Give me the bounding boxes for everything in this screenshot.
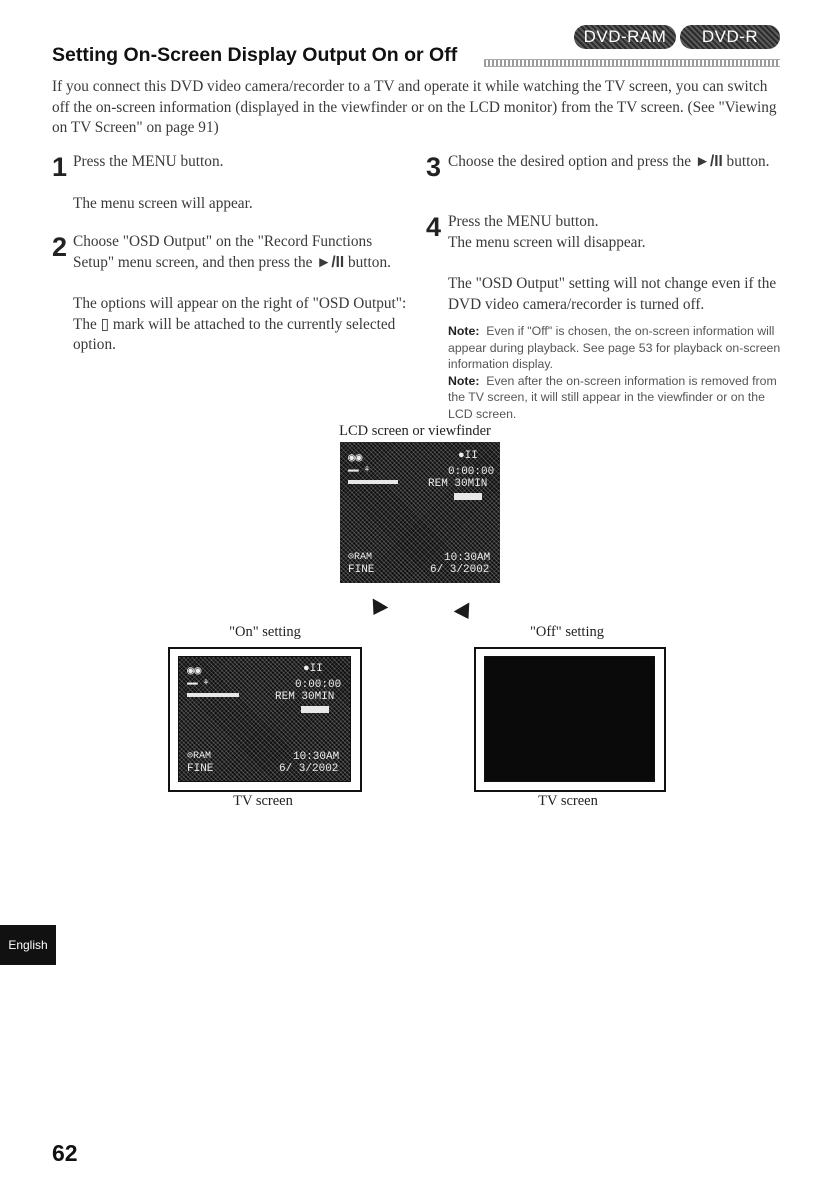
osd-quality: FINE: [187, 763, 214, 775]
osd-date: 6/ 3/2002: [279, 763, 339, 775]
osd-clock: 10:30AM: [444, 552, 491, 564]
page-number: 62: [52, 1140, 78, 1166]
step-4: [426, 212, 782, 315]
zoom-bar: [348, 480, 398, 484]
step-text: Choose the desired option and press the ►/II button.: [448, 153, 770, 170]
step-number: 1: [52, 152, 68, 182]
step-1: [52, 152, 407, 214]
rec-indicator: ●II: [458, 450, 478, 462]
osd-date: 6/ 3/2002: [430, 564, 490, 576]
notes-block: [448, 323, 782, 422]
step-number: 3: [426, 152, 442, 182]
title-dotted-rule: [484, 59, 780, 67]
osd-clock: 10:30AM: [293, 751, 340, 763]
osd-quality: FINE: [348, 564, 375, 576]
step-subtext: The menu screen will disappear.: [448, 233, 646, 251]
play-pause-key: ►/II: [694, 153, 723, 170]
note-1: Note: Even if "Off" is chosen, the on-screen information will appear during playback. See page 53 for playback on-screen information display.: [448, 324, 781, 371]
step-3: [426, 152, 782, 182]
play-pause-key: ►/II: [316, 253, 345, 271]
camera-icon: ◉◉: [187, 664, 202, 678]
step-number: 2: [52, 232, 68, 262]
tv-screen-off: [474, 647, 666, 792]
rec-indicator: ●II: [303, 663, 323, 675]
battery-icon: ▬▬ ⚘: [348, 465, 370, 475]
osd-rem: REM 30MIN: [428, 478, 488, 490]
arrow-to-on-icon: [366, 598, 389, 619]
step-text: Press the MENU button.: [448, 213, 599, 230]
tv-screen-label-right: TV screen: [538, 793, 598, 809]
arrow-to-off-icon: [454, 602, 477, 623]
lcd-caption: LCD screen or viewfinder: [339, 423, 491, 439]
osd-disc: ⊙RAM: [348, 552, 373, 563]
zoom-bar: [187, 693, 239, 697]
osd-time: 0:00:00: [295, 679, 342, 691]
off-setting-label: "Off" setting: [530, 624, 604, 640]
level-bar: [301, 706, 329, 713]
osd-time: 0:00:00: [448, 466, 495, 478]
osd-disc: ⊙RAM: [187, 751, 212, 762]
intro-paragraph: If you connect this DVD video camera/recorder to a TV and operate it while watching the TV screen, you can switch off the on-screen information (displayed in the viewfinder or on the LCD monitor) from the TV screen. (See "Viewing on TV Screen" on page 91): [52, 78, 777, 136]
dvd-r-badge: DVD-R: [680, 25, 780, 49]
tv-screen-on-display: [178, 656, 351, 782]
tv-screen-off-display: [484, 656, 655, 782]
tv-screen-on: [168, 647, 362, 792]
note-2: Note: Even after the on-screen information is removed from the TV screen, it will still appear in the viewfinder or on the LCD screen.: [448, 373, 777, 421]
battery-icon: ▬▬ ⚘: [187, 678, 209, 688]
osd-rem: REM 30MIN: [275, 691, 335, 703]
step-subtext-2: The "OSD Output" setting will not change even if the DVD video camera/recorder is turned off.: [448, 275, 777, 313]
language-tab: English: [0, 925, 56, 965]
level-bar: [454, 493, 482, 500]
step-subtext: The menu screen will appear.: [73, 194, 253, 212]
page-title: Setting On-Screen Display Output On or Off: [52, 44, 458, 66]
on-setting-label: "On" setting: [229, 624, 301, 640]
camera-icon: ◉◉: [348, 451, 363, 465]
dvd-ram-badge: DVD-RAM: [574, 25, 676, 49]
step-text: Press the MENU button.: [73, 153, 224, 170]
tv-screen-label-left: TV screen: [233, 793, 293, 809]
lcd-screen: [340, 442, 500, 583]
step-number: 4: [426, 212, 442, 242]
step-2: [52, 232, 407, 356]
step-subtext: The options will appear on the right of "OSD Output": The ▯ mark will be attached to the currently selected option.: [73, 295, 407, 353]
step-text: Choose "OSD Output" on the "Record Functions Setup" menu screen, and then press the ►/II button.: [73, 233, 391, 271]
